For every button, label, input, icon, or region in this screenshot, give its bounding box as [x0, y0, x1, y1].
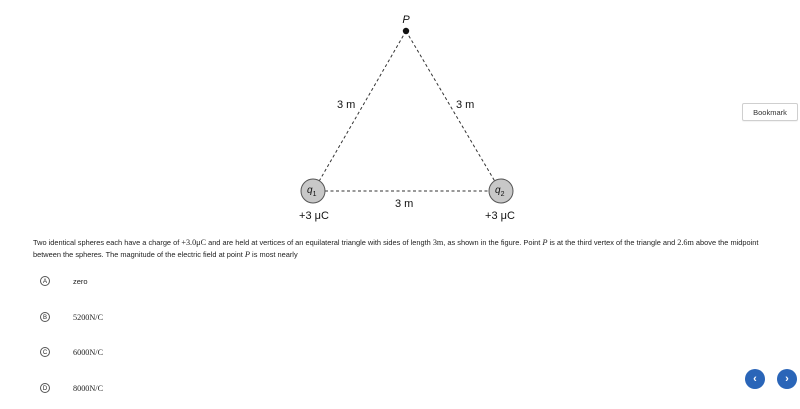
left-side-label: 3 m — [337, 99, 356, 111]
choice-b[interactable] — [40, 312, 104, 322]
q2-label: $q_2$ — [495, 185, 505, 198]
choice-d-text: 8000N/C — [73, 383, 104, 393]
choice-c[interactable] — [40, 347, 104, 357]
chevron-right-icon: › — [785, 373, 789, 385]
choice-b-text: 5200N/C — [73, 312, 104, 322]
chevron-left-icon: ‹ — [753, 373, 757, 385]
bookmark-button[interactable]: Bookmark — [742, 103, 798, 121]
point-p-dot — [403, 28, 409, 34]
q1-charge-label: +3 μC — [299, 210, 329, 222]
base-label: 3 m — [395, 198, 414, 210]
q1-label: $q_1$ — [307, 185, 317, 198]
right-side-label: 3 m — [456, 99, 475, 111]
choice-a-text: zero — [73, 276, 88, 286]
choice-c-marker: C — [40, 347, 50, 357]
choice-b-marker: B — [40, 312, 50, 322]
right-side-line — [406, 31, 500, 190]
question-text: Two identical spheres each have a charge of +3.0μC and are held at vertices of an equilateral triangle with sides of length 3m, as shown in the figure. Point P is at the third vertex of the triangle and 2.6m above the midpoint between the spheres. The magnitude of the electric field at point P is most nearly — [33, 238, 759, 260]
next-button[interactable] — [777, 369, 797, 389]
previous-button[interactable] — [745, 369, 765, 389]
choice-d-marker: D — [40, 383, 50, 393]
choice-d[interactable] — [40, 383, 104, 393]
left-side-line — [314, 31, 406, 190]
point-p-label: P — [402, 14, 410, 26]
choice-a[interactable] — [40, 276, 88, 286]
q2-charge-label: +3 μC — [485, 210, 515, 222]
choice-c-text: 6000N/C — [73, 347, 104, 357]
choice-a-marker: A — [40, 276, 50, 286]
